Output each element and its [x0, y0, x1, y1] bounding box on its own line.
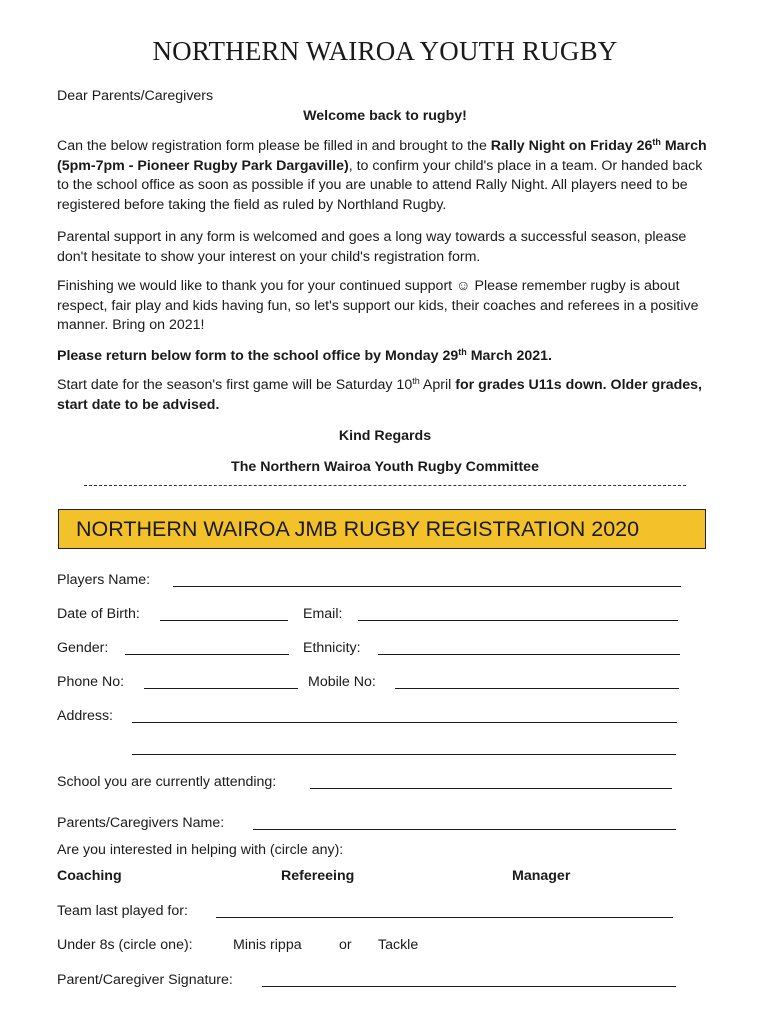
ethnicity-label: Ethnicity:: [303, 640, 361, 656]
school-label: School you are currently attending:: [57, 774, 277, 790]
phone-field[interactable]: [144, 688, 298, 689]
mobile-label: Mobile No:: [308, 674, 376, 690]
p1-bold-venue: March (5pm-7pm - Pioneer Rugby Park Dargaville): [57, 138, 707, 174]
players-name-label: Players Name:: [57, 572, 151, 588]
team-last-label: Team last played for:: [57, 903, 188, 919]
email-field[interactable]: [358, 620, 678, 621]
p1-sup: th: [652, 137, 661, 147]
kind-regards: Kind Regards: [338, 428, 432, 444]
signature-label: Parent/Caregiver Signature:: [57, 972, 233, 988]
email-label: Email:: [303, 606, 343, 622]
under8-or: or: [339, 937, 352, 953]
school-field[interactable]: [310, 788, 672, 789]
under8-label: Under 8s (circle one):: [57, 937, 193, 953]
help-option-refereeing[interactable]: Refereeing: [281, 868, 355, 884]
gender-label: Gender:: [57, 640, 109, 656]
letter-paragraph-thanks: Finishing we would like to thank you for your continued support ☺ Please remember rugby is about respect, fair play and kids having fun, so let's support our kids, their coaches and referees in a positive manner. Bring on 2021!: [57, 278, 699, 333]
start-sup: th: [412, 376, 420, 386]
start-text: Start date for the season's first game will be Saturday 10: [57, 377, 413, 393]
letter-paragraph-support: Parental support in any form is welcomed and goes a long way towards a successful season, please don't hesitate to show your interest on your child's registration form.: [57, 229, 687, 265]
ethnicity-field[interactable]: [378, 654, 680, 655]
parents-name-field[interactable]: [253, 829, 676, 830]
salutation: Dear Parents/Caregivers: [57, 88, 214, 104]
deadline-sup: th: [458, 347, 467, 357]
dob-field[interactable]: [160, 620, 288, 621]
start-text-bold: for grades U11s down. Older grades, start date to be advised.: [57, 377, 702, 413]
help-option-coaching[interactable]: Coaching: [57, 868, 122, 884]
help-question: Are you interested in helping with (circle any):: [57, 842, 344, 858]
season-start-note: [57, 376, 717, 415]
letter-paragraph-rally-night: [57, 137, 717, 215]
committee-signoff: The Northern Wairoa Youth Rugby Committee: [231, 459, 539, 475]
p1-text-end: , to confirm your child's place in a team. Or handed back to the school office as soon as possible if you are unable to attend Rally Night. All players need to be registered before taking the field as ruled by Northland Rugby.: [57, 157, 703, 213]
help-option-manager[interactable]: Manager: [512, 868, 571, 884]
mobile-field[interactable]: [395, 688, 679, 689]
players-name-field[interactable]: [173, 586, 681, 587]
start-text-mid: April: [419, 377, 456, 393]
signature-field[interactable]: [262, 986, 676, 987]
under8-option-tackle[interactable]: Tackle: [378, 937, 419, 953]
page-title: NORTHERN WAIROA YOUTH RUGBY: [152, 36, 618, 66]
address-field-line-1[interactable]: [132, 722, 677, 723]
gender-field[interactable]: [125, 654, 289, 655]
welcome-heading: Welcome back to rugby!: [303, 108, 467, 124]
deadline-text: Please return below form to the school office by Monday 29: [57, 348, 459, 364]
address-field-line-2[interactable]: [132, 754, 676, 755]
cut-line-divider: [84, 485, 686, 486]
deadline-text-end: March 2021.: [466, 348, 552, 364]
dob-label: Date of Birth:: [57, 606, 140, 622]
address-label: Address:: [57, 708, 113, 724]
under8-option-minis-rippa[interactable]: Minis rippa: [233, 937, 302, 953]
p1-bold-date: Rally Night on Friday 26: [490, 138, 653, 154]
phone-label: Phone No:: [57, 674, 125, 690]
p1-text: Can the below registration form please be filled in and brought to the: [57, 138, 491, 154]
parents-name-label: Parents/Caregivers Name:: [57, 815, 225, 831]
registration-banner: NORTHERN WAIROA JMB RUGBY REGISTRATION 2020: [58, 509, 706, 549]
return-deadline: [57, 347, 717, 367]
team-last-field[interactable]: [216, 917, 673, 918]
